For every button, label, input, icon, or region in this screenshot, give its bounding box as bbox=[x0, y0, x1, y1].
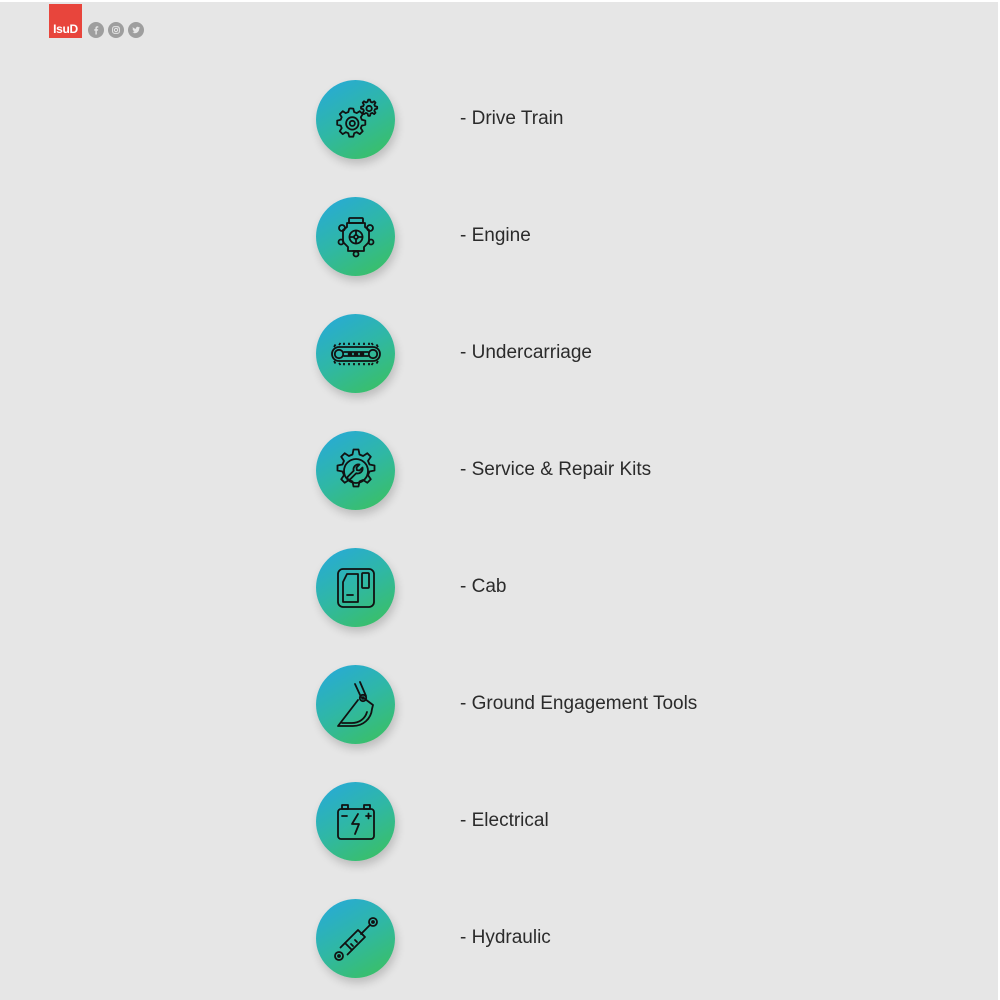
category-label: - Service & Repair Kits bbox=[460, 459, 652, 480]
category-cab[interactable] bbox=[316, 548, 736, 628]
battery-icon bbox=[330, 796, 382, 848]
category-label: - Electrical bbox=[460, 810, 549, 831]
category-electrical[interactable] bbox=[316, 782, 736, 862]
gears-icon bbox=[330, 94, 382, 146]
engine-icon bbox=[330, 211, 382, 263]
category-undercarriage[interactable] bbox=[316, 314, 736, 394]
cab-icon bbox=[330, 562, 382, 614]
category-icon-circle bbox=[316, 782, 395, 861]
category-label: - Undercarriage bbox=[460, 342, 592, 363]
track-chain-icon bbox=[330, 328, 382, 380]
category-label: - Cab bbox=[460, 576, 507, 597]
category-icon-circle bbox=[316, 80, 395, 159]
category-hydraulic[interactable] bbox=[316, 899, 736, 979]
category-label: - Engine bbox=[460, 225, 531, 246]
category-drive-train[interactable] bbox=[316, 80, 736, 160]
category-label: - Hydraulic bbox=[460, 927, 551, 948]
category-icon-circle bbox=[316, 314, 395, 393]
category-label: - Drive Train bbox=[460, 108, 564, 129]
bucket-icon bbox=[330, 679, 382, 731]
category-icon-circle bbox=[316, 197, 395, 276]
category-service-repair-kits[interactable] bbox=[316, 431, 736, 511]
wrench-gear-icon bbox=[330, 445, 382, 497]
category-icon-circle bbox=[316, 431, 395, 510]
category-ground-engagement-tools[interactable] bbox=[316, 665, 736, 745]
category-icon-circle bbox=[316, 665, 395, 744]
category-icon-circle bbox=[316, 899, 395, 978]
category-label: - Ground Engagement Tools bbox=[460, 693, 698, 714]
hydraulic-cylinder-icon bbox=[330, 913, 382, 965]
logo-text: IsuD bbox=[53, 22, 78, 36]
category-engine[interactable] bbox=[316, 197, 736, 277]
category-icon-circle bbox=[316, 548, 395, 627]
